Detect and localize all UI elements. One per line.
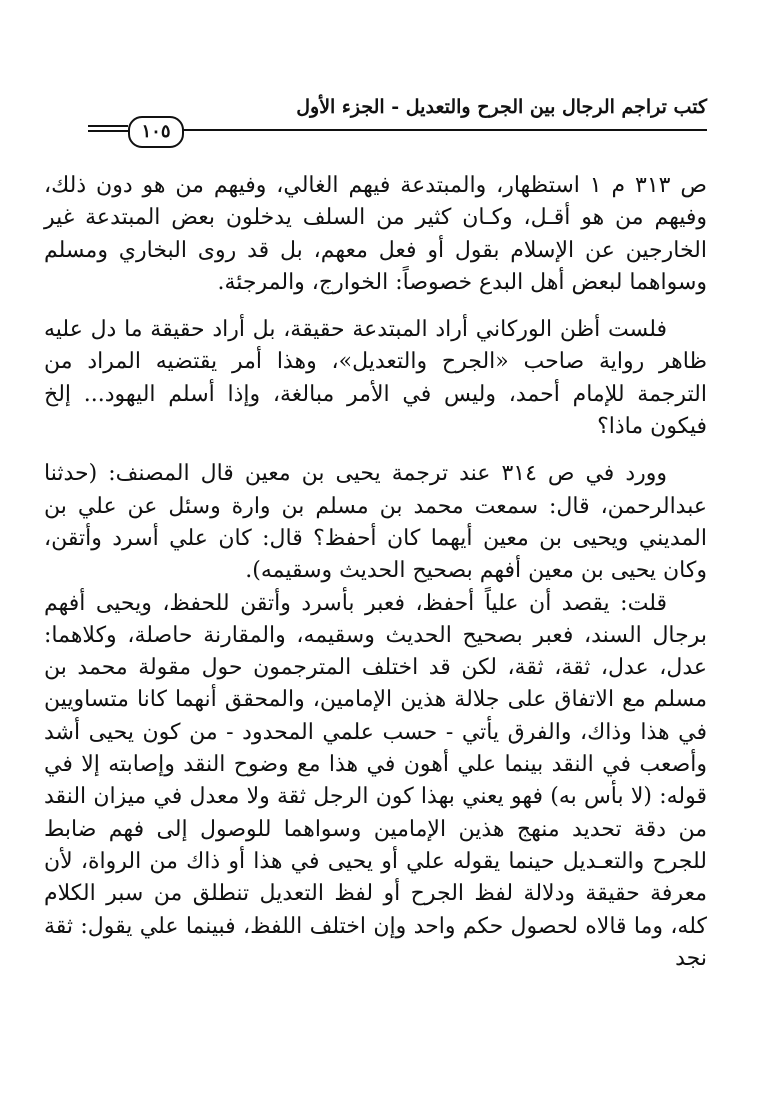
- paragraph-4: قلت: يقصد أن علياً أحفظ، فعبر بأسرد وأتقن للحفظ، ويحيى أفهم برجال السند، فعبر بصحيح الحديث وسقيمه، والمقارنة حاصلة، وكلاهما: عدل، عدل، ثقة، ثقة، لكن قد اختلف المترجمون حول مقولة محمد بن مسلم مع الاتفاق على جلالة هذين الإمامين، والمحقق أنهما كانا متساويين في هذا وذاك، والفرق يأتي - حسب علمي المحدود - من كون يحيى أشد وأصعب في النقد بينما علي أهون في هذا مع وضوح النقد وإصابته إلا في قوله: (لا بأس به) فهو يعني بهذا كون الرجل ثقة ولا معدل في ميزان النقد من دقة تحديد منهج هذين الإمامين وسواهما للوصول إلى فهم ضابط للجرح والتعـديل حينما يقوله علي أو يحيى في هذا أو ذاك من الرواة، لأن معرفة حقيقة ودلالة لفظ الجرح أو لفظ التعديل تنطلق من سبر الكلام كله، وما قالاه لحصول حكم واحد وإن اختلف اللفظ، فبينما علي يقول: ثقة نجد: [44, 590, 707, 971]
- paragraph-1: ص ٣١٣ م ١ استظهار، والمبتدعة فيهم الغالي، وفيهم من هو دون ذلك، وفيهم من هو أقـل، وكـان كثير من السلف يدخلون بعض المبتدعة غير الخارجين عن الإسلام بقول أو فعل معهم، بل قد روى البخاري ومسلم وسواهما لبعض أهل البدع خصوصاً: الخوارج، والمرجئة.: [44, 173, 707, 295]
- paragraph-3: وورد في ص ٣١٤ عند ترجمة يحيى بن معين قال المصنف: (حدثنا عبدالرحمن، قال: سمعت محمد بن مسلم بن وارة وسئل عن علي بن المديني ويحيى بن معين أيهما كان أحفظ؟ قال: كان علي أسرد وأتقن، وكان يحيى بن معين أفهم بصحيح الحديث وسقيمه).: [44, 461, 707, 584]
- body-text: [44, 170, 707, 975]
- header-rule: [150, 129, 707, 131]
- page-number-ornament: [88, 116, 198, 146]
- page-number-line-bottom: [88, 130, 128, 132]
- header-title: كتب تراجم الرجال بين الجرح والتعديل - الجزء الأول: [296, 96, 707, 118]
- running-header: [88, 96, 707, 142]
- page-number: ١٠٥: [128, 116, 184, 148]
- paragraph-2: فلست أظن الوركاني أراد المبتدعة حقيقة، بل أراد حقيقة ما دل عليه ظاهر رواية صاحب «الجرح والتعديل»، وهذا أمر يقتضيه المراد من الترجمة للإمام أحمد، وليس في الأمر مبالغة، وإذا أسلم اليهود... إلخ فيكون ماذا؟: [44, 317, 707, 440]
- page-number-line-top: [88, 125, 128, 127]
- page-number-lines: [88, 125, 128, 135]
